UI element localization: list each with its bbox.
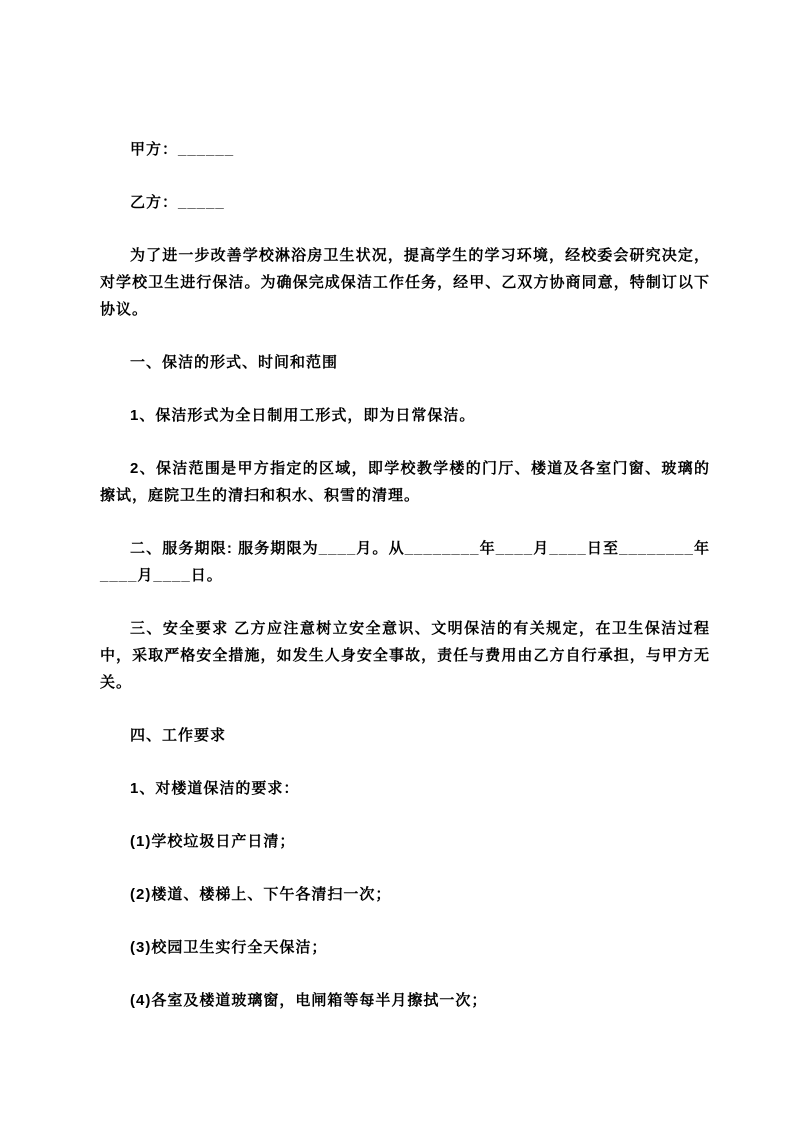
paragraph-5: 1、保洁形式为全日制用工形式，即为日常保洁。 (130, 407, 476, 424)
paragraph-11: (1)学校垃圾日产日清； (130, 833, 296, 850)
paragraph-1: 甲方：______ (130, 141, 235, 158)
paragraph-6: 2、保洁范围是甲方指定的区域，即学校教学楼的门厅、楼道及各室门窗、玻璃的擦试，庭院卫生的清扫和积水、积雪的清理。 (100, 460, 710, 504)
paragraph-9: 四、工作要求 (130, 727, 227, 744)
paragraph-10: 1、对楼道保洁的要求： (130, 780, 300, 797)
paragraph-8: 三、安全要求 乙方应注意树立安全意识、文明保洁的有关规定，在卫生保洁过程中，采取严格安全措施，如发生人身安全事故，责任与费用由乙方自行承担，与甲方无关。 (100, 620, 710, 691)
paragraph-3: 为了进一步改善学校淋浴房卫生状况，提高学生的学习环境，经校委会研究决定，对学校卫生进行保洁。为确保完成保洁工作任务，经甲、乙双方协商同意，特制订以下协议。 (100, 247, 710, 318)
paragraph-4: 一、保洁的形式、时间和范围 (130, 354, 339, 371)
paragraph-12: (2)楼道、楼梯上、下午各清扫一次； (130, 886, 392, 903)
paragraph-7: 二、服务期限: 服务期限为____月。从________年____月____日至________年____月____日。 (100, 540, 710, 584)
paragraph-13: (3)校园卫生实行全天保洁； (130, 939, 328, 956)
paragraph-14: (4)各室及楼道玻璃窗，电闸箱等每半月擦拭一次； (130, 992, 488, 1009)
paragraph-2: 乙方：_____ (130, 194, 225, 211)
document-body (100, 136, 710, 1014)
